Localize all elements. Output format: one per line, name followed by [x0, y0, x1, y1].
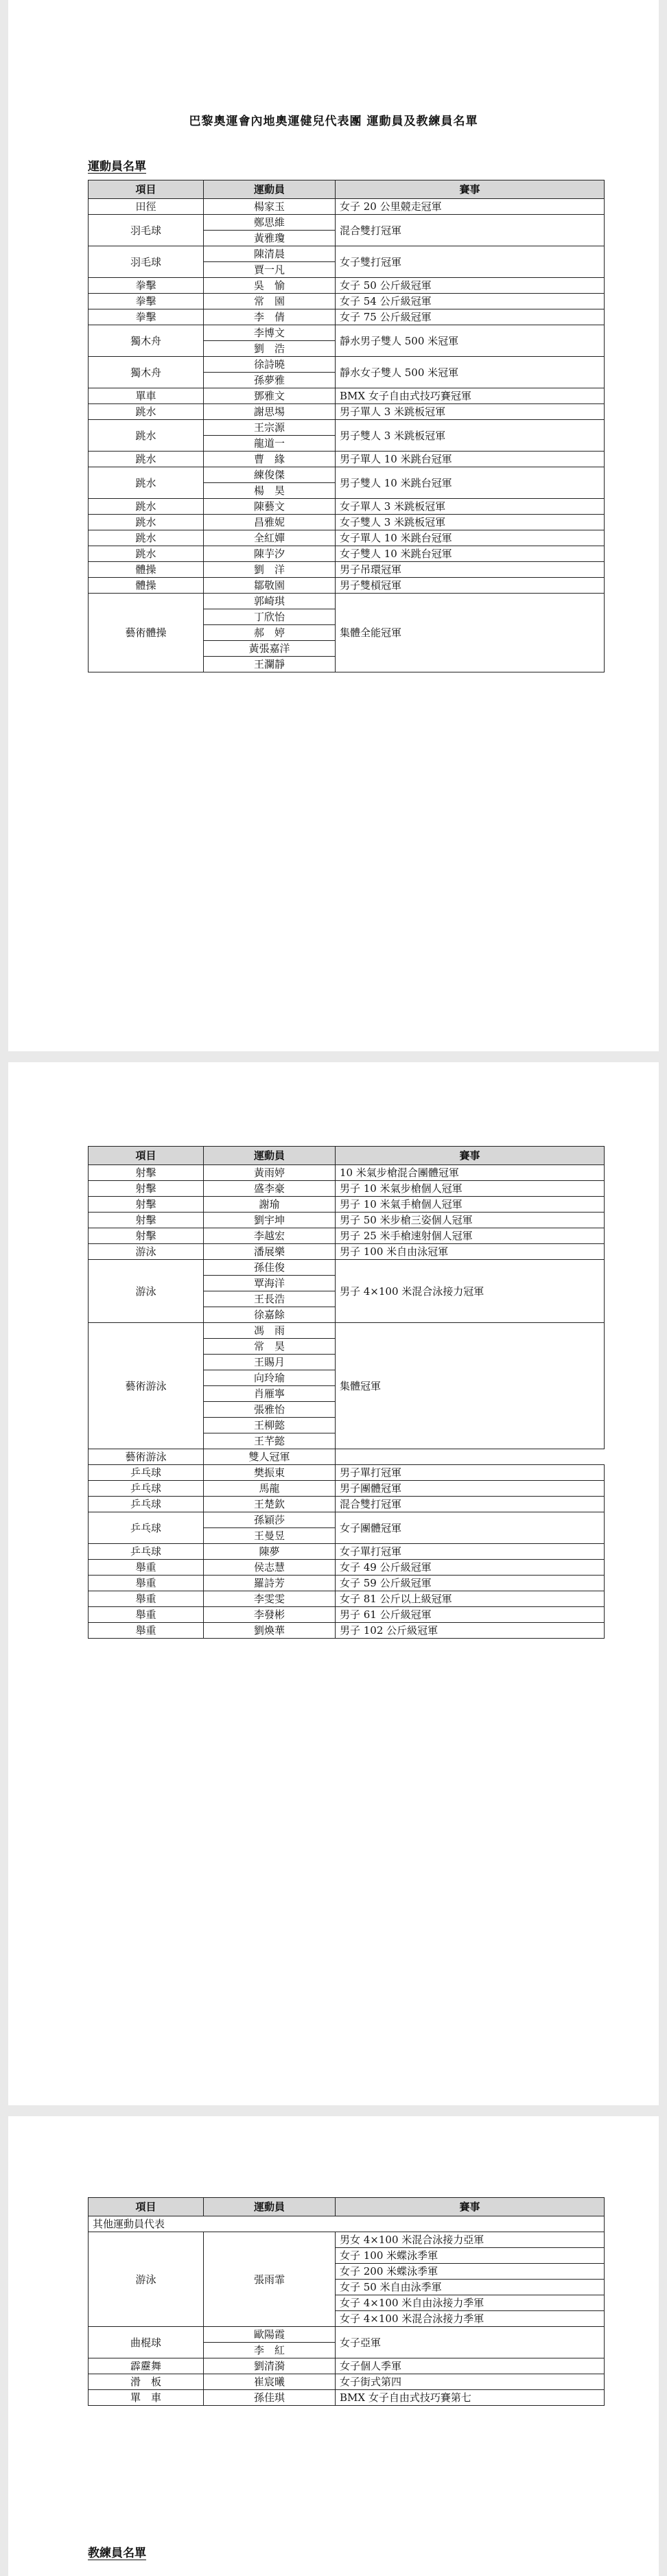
sport-cell: 舉重 — [89, 1623, 204, 1639]
athlete-cell: 鄒敬園 — [204, 578, 336, 594]
athlete-cell: 羅詩芳 — [204, 1576, 336, 1591]
athlete-cell: 馬龍 — [204, 1481, 336, 1497]
table-row — [89, 467, 605, 483]
sport-cell: 射擊 — [89, 1165, 204, 1181]
athlete-cell: 吳 愉 — [204, 278, 336, 294]
event-cell: 女子亞軍 — [336, 2327, 605, 2358]
athlete-cell: 陳清晨 — [204, 246, 336, 262]
event-cell: 女子 59 公斤級冠軍 — [336, 1576, 605, 1591]
event-cell: 女子雙打冠軍 — [336, 246, 605, 278]
athlete-cell: 賈一凡 — [204, 262, 336, 278]
event-cell: 男子吊環冠軍 — [336, 562, 605, 578]
athlete-cell: 李發彬 — [204, 1607, 336, 1623]
sport-cell: 乒乓球 — [89, 1497, 204, 1512]
sport-cell: 跳水 — [89, 530, 204, 546]
header-athlete: 運動員 — [204, 2198, 336, 2216]
event-cell: 女子單人 10 米跳台冠軍 — [336, 530, 605, 546]
athlete-cell: 孫夢雅 — [204, 373, 336, 388]
header-sport: 項目 — [89, 180, 204, 199]
sport-cell: 乒乓球 — [89, 1481, 204, 1497]
athlete-cell: 徐嘉餘 — [204, 1307, 336, 1323]
event-cell: 女子個人季軍 — [336, 2358, 605, 2374]
coaches-section-heading: 教練員名單 — [88, 2546, 146, 2560]
athlete-cell: 盛李豪 — [204, 1181, 336, 1197]
table-row — [89, 404, 605, 420]
athlete-cell: 樊振東 — [204, 1465, 336, 1481]
athlete-cell: 常 昊 — [204, 1339, 336, 1355]
athlete-cell: 黃雨婷 — [204, 1165, 336, 1181]
header-athlete: 運動員 — [204, 180, 336, 199]
table-row — [89, 357, 605, 373]
event-cell: 女子 200 米蝶泳季軍 — [336, 2264, 605, 2280]
athlete-cell: 劉煥華 — [204, 1623, 336, 1639]
table-row — [89, 294, 605, 309]
table-row — [89, 199, 605, 215]
sport-cell: 射擊 — [89, 1228, 204, 1244]
sport-cell: 體操 — [89, 578, 204, 594]
sport-cell: 乒乓球 — [89, 1465, 204, 1481]
athlete-cell: 肖雁寧 — [204, 1386, 336, 1402]
athlete-cell: 王楚欽 — [204, 1497, 336, 1512]
athlete-cell: 王柳懿 — [204, 1418, 336, 1433]
event-cell: 男子雙人 3 米跳板冠軍 — [336, 420, 605, 452]
header-athlete: 運動員 — [204, 1147, 336, 1165]
athletes-section-heading: 運動員名單 — [88, 160, 146, 174]
event-cell: 女子 4×100 米混合泳接力季軍 — [336, 2311, 605, 2327]
table-row — [89, 246, 605, 262]
table-header-row — [89, 2198, 605, 2216]
table-row — [89, 1512, 605, 1528]
sport-cell: 田徑 — [89, 199, 204, 215]
athlete-cell: 謝思埸 — [204, 404, 336, 420]
event-cell: 靜水女子雙人 500 米冠軍 — [336, 357, 605, 388]
athlete-cell: 李博文 — [204, 325, 336, 341]
table-row — [89, 1465, 605, 1481]
event-cell: 女子 20 公里競走冠軍 — [336, 199, 605, 215]
sport-cell: 霹靂舞 — [89, 2358, 204, 2374]
athlete-cell: 王宗源 — [204, 420, 336, 436]
event-cell: 男子 10 米氣手槍個人冠軍 — [336, 1197, 605, 1213]
table-row — [89, 1213, 605, 1228]
event-cell: 女子 50 公斤級冠軍 — [336, 278, 605, 294]
sport-cell: 跳水 — [89, 467, 204, 499]
sport-cell: 羽毛球 — [89, 246, 204, 278]
event-cell: 靜水男子雙人 500 米冠軍 — [336, 325, 605, 357]
event-cell: 集體全能冠軍 — [336, 594, 605, 672]
event-cell: 女子 4×100 米自由泳接力季軍 — [336, 2295, 605, 2311]
athlete-cell: 陳芋汐 — [204, 546, 336, 562]
sport-cell: 藝術游泳 — [89, 1323, 204, 1449]
table-row — [89, 2390, 605, 2406]
event-cell: 男子 50 米步槍三姿個人冠軍 — [336, 1213, 605, 1228]
athlete-cell: 李雯雯 — [204, 1591, 336, 1607]
sport-cell: 游泳 — [89, 1244, 204, 1260]
athlete-cell: 常 園 — [204, 294, 336, 309]
athlete-cell: 鄭思維 — [204, 215, 336, 231]
athlete-cell: 王賜月 — [204, 1355, 336, 1370]
table-header-row — [89, 1147, 605, 1165]
athlete-cell: 歐陽霞 — [204, 2327, 336, 2343]
athlete-cell: 雙人冠軍 — [204, 1449, 336, 1465]
table-row — [89, 452, 605, 467]
athlete-cell: 劉 浩 — [204, 341, 336, 357]
header-sport: 項目 — [89, 2198, 204, 2216]
sport-cell: 拳擊 — [89, 309, 204, 325]
athletes-table-part-2 — [88, 1146, 605, 1639]
event-cell: 集體冠軍 — [336, 1323, 605, 1449]
event-cell: 混合雙打冠軍 — [336, 1497, 605, 1512]
table-row — [89, 325, 605, 341]
sport-cell: 舉重 — [89, 1576, 204, 1591]
page-3 — [8, 2116, 659, 2576]
athlete-cell: 李 倩 — [204, 309, 336, 325]
table-row — [89, 309, 605, 325]
event-cell: 男子雙槓冠軍 — [336, 578, 605, 594]
sport-cell: 乒乓球 — [89, 1512, 204, 1544]
sport-cell: 滑 板 — [89, 2374, 204, 2390]
event-cell: BMX 女子自由式技巧賽第七 — [336, 2390, 605, 2406]
athlete-cell: 侯志慧 — [204, 1560, 336, 1576]
sport-cell: 游泳 — [89, 2232, 204, 2327]
event-cell: 女子單人 3 米跳板冠軍 — [336, 499, 605, 515]
athlete-cell: 劉 洋 — [204, 562, 336, 578]
event-cell: 女子 50 米自由泳季軍 — [336, 2280, 605, 2295]
athlete-cell: 李越宏 — [204, 1228, 336, 1244]
event-cell: 男子 102 公斤級冠軍 — [336, 1623, 605, 1639]
event-cell: 男女 4×100 米混合泳接力亞軍 — [336, 2232, 605, 2248]
event-cell: 男子 25 米手槍速射個人冠軍 — [336, 1228, 605, 1244]
athlete-cell: 黃張嘉洋 — [204, 641, 336, 657]
athlete-cell: 孫穎莎 — [204, 1512, 336, 1528]
sport-cell: 跳水 — [89, 404, 204, 420]
sport-cell: 跳水 — [89, 515, 204, 530]
event-cell: 男子團體冠軍 — [336, 1481, 605, 1497]
header-event: 賽事 — [336, 180, 605, 199]
athlete-cell: 孫佳俊 — [204, 1260, 336, 1276]
table-row — [89, 499, 605, 515]
athlete-cell: 鄧雅文 — [204, 388, 336, 404]
table-row — [89, 530, 605, 546]
table-row — [89, 1544, 605, 1560]
athlete-cell: 曹 緣 — [204, 452, 336, 467]
sport-cell: 獨木舟 — [89, 357, 204, 388]
table-row — [89, 578, 605, 594]
athlete-cell: 王曼昱 — [204, 1528, 336, 1544]
table-row — [89, 562, 605, 578]
athlete-cell: 全紅嬋 — [204, 530, 336, 546]
sport-cell: 射擊 — [89, 1181, 204, 1197]
sport-cell: 舉重 — [89, 1607, 204, 1623]
table-row — [89, 1244, 605, 1260]
page-1 — [8, 0, 659, 1051]
athlete-cell: 練俊傑 — [204, 467, 336, 483]
document-title: 巴黎奧運會內地奧運健兒代表團 運動員及教練員名單 — [189, 115, 478, 128]
sport-cell: 單 車 — [89, 2390, 204, 2406]
athlete-cell: 楊 昊 — [204, 483, 336, 499]
event-cell: 女子街式第四 — [336, 2374, 605, 2390]
sport-cell: 體操 — [89, 562, 204, 578]
athlete-cell: 向玲瑜 — [204, 1370, 336, 1386]
table-row — [89, 1323, 605, 1339]
athlete-cell: 丁欣怡 — [204, 609, 336, 625]
sport-cell: 拳擊 — [89, 294, 204, 309]
sport-cell: 舉重 — [89, 1591, 204, 1607]
event-cell: 女子團體冠軍 — [336, 1512, 605, 1544]
athlete-cell: 張雅怡 — [204, 1402, 336, 1418]
event-cell: 女子單打冠軍 — [336, 1544, 605, 1560]
event-cell: 女子雙人 10 米跳台冠軍 — [336, 546, 605, 562]
sport-cell: 單車 — [89, 388, 204, 404]
sport-cell: 游泳 — [89, 1260, 204, 1323]
sport-cell: 拳擊 — [89, 278, 204, 294]
table-row — [89, 1591, 605, 1607]
event-cell: 女子 100 米蝶泳季軍 — [336, 2248, 605, 2264]
event-cell: 男子 61 公斤級冠軍 — [336, 1607, 605, 1623]
table-row — [89, 278, 605, 294]
athlete-cell: 陳藝文 — [204, 499, 336, 515]
athlete-cell: 覃海洋 — [204, 1276, 336, 1291]
sport-cell: 跳水 — [89, 420, 204, 452]
athletes-table-part-3 — [88, 2197, 605, 2406]
athlete-cell: 徐詩曉 — [204, 357, 336, 373]
event-cell: 10 米氣步槍混合團體冠軍 — [336, 1165, 605, 1181]
group-row — [89, 2216, 605, 2232]
athlete-cell: 王瀾靜 — [204, 657, 336, 672]
header-event: 賽事 — [336, 1147, 605, 1165]
table-row — [89, 1623, 605, 1639]
athlete-cell: 劉清漪 — [204, 2358, 336, 2374]
table-row — [89, 1576, 605, 1591]
athlete-cell: 孫佳琪 — [204, 2390, 336, 2406]
sport-cell: 乒乓球 — [89, 1544, 204, 1560]
athlete-cell: 馮 雨 — [204, 1323, 336, 1339]
sport-cell: 藝術游泳 — [89, 1449, 204, 1465]
sport-cell: 射擊 — [89, 1213, 204, 1228]
header-event: 賽事 — [336, 2198, 605, 2216]
table-row — [89, 2327, 605, 2343]
event-cell: 女子 81 公斤以上級冠軍 — [336, 1591, 605, 1607]
table-row — [89, 420, 605, 436]
athlete-cell: 劉宇坤 — [204, 1213, 336, 1228]
header-sport: 項目 — [89, 1147, 204, 1165]
event-cell: 女子 54 公斤級冠軍 — [336, 294, 605, 309]
group-label: 其他運動員代表 — [89, 2216, 605, 2232]
event-cell: 男子單人 10 米跳台冠軍 — [336, 452, 605, 467]
athlete-cell: 郭崎琪 — [204, 594, 336, 609]
athlete-cell: 王芊懿 — [204, 1433, 336, 1449]
athlete-cell: 李 紅 — [204, 2343, 336, 2358]
table-row — [89, 1228, 605, 1244]
athlete-cell: 崔宸曦 — [204, 2374, 336, 2390]
table-row — [89, 594, 605, 609]
event-cell: 男子 4×100 米混合泳接力冠軍 — [336, 1260, 605, 1323]
sport-cell: 舉重 — [89, 1560, 204, 1576]
event-cell: 男子單打冠軍 — [336, 1465, 605, 1481]
athlete-cell: 黃雅瓊 — [204, 231, 336, 246]
event-cell: 男子雙人 10 米跳台冠軍 — [336, 467, 605, 499]
sport-cell: 曲棍球 — [89, 2327, 204, 2358]
sport-cell: 羽毛球 — [89, 215, 204, 246]
athlete-cell: 楊家玉 — [204, 199, 336, 215]
table-row — [89, 2232, 605, 2248]
event-cell: 混合雙打冠軍 — [336, 215, 605, 246]
table-row — [89, 215, 605, 231]
athlete-cell: 龍道一 — [204, 436, 336, 452]
athlete-cell: 陳夢 — [204, 1544, 336, 1560]
table-row — [89, 1607, 605, 1623]
table-row — [89, 1197, 605, 1213]
sport-cell: 跳水 — [89, 499, 204, 515]
table-row — [89, 1449, 605, 1465]
event-cell: 男子 100 米自由泳冠軍 — [336, 1244, 605, 1260]
athlete-cell: 郝 婷 — [204, 625, 336, 641]
table-row — [89, 2374, 605, 2390]
event-cell: 男子 10 米氣步槍個人冠軍 — [336, 1181, 605, 1197]
athlete-cell: 張雨霏 — [204, 2232, 336, 2327]
sport-cell: 獨木舟 — [89, 325, 204, 357]
table-row — [89, 2358, 605, 2374]
table-row — [89, 1181, 605, 1197]
sport-cell: 跳水 — [89, 452, 204, 467]
event-cell: 女子 75 公斤級冠軍 — [336, 309, 605, 325]
athlete-cell: 王長浩 — [204, 1291, 336, 1307]
table-row — [89, 388, 605, 404]
table-row — [89, 1560, 605, 1576]
sport-cell: 藝術體操 — [89, 594, 204, 672]
event-cell: 女子雙人 3 米跳板冠軍 — [336, 515, 605, 530]
athlete-cell: 潘展樂 — [204, 1244, 336, 1260]
sport-cell: 跳水 — [89, 546, 204, 562]
page-2 — [8, 1062, 659, 2105]
athletes-table-part-1 — [88, 180, 605, 672]
table-header-row — [89, 180, 605, 199]
table-row — [89, 1497, 605, 1512]
sport-cell: 射擊 — [89, 1197, 204, 1213]
event-cell: 男子單人 3 米跳板冠軍 — [336, 404, 605, 420]
athlete-cell: 謝瑜 — [204, 1197, 336, 1213]
athlete-cell: 昌雅妮 — [204, 515, 336, 530]
event-cell: 女子 49 公斤級冠軍 — [336, 1560, 605, 1576]
event-cell: BMX 女子自由式技巧賽冠軍 — [336, 388, 605, 404]
table-row — [89, 1165, 605, 1181]
